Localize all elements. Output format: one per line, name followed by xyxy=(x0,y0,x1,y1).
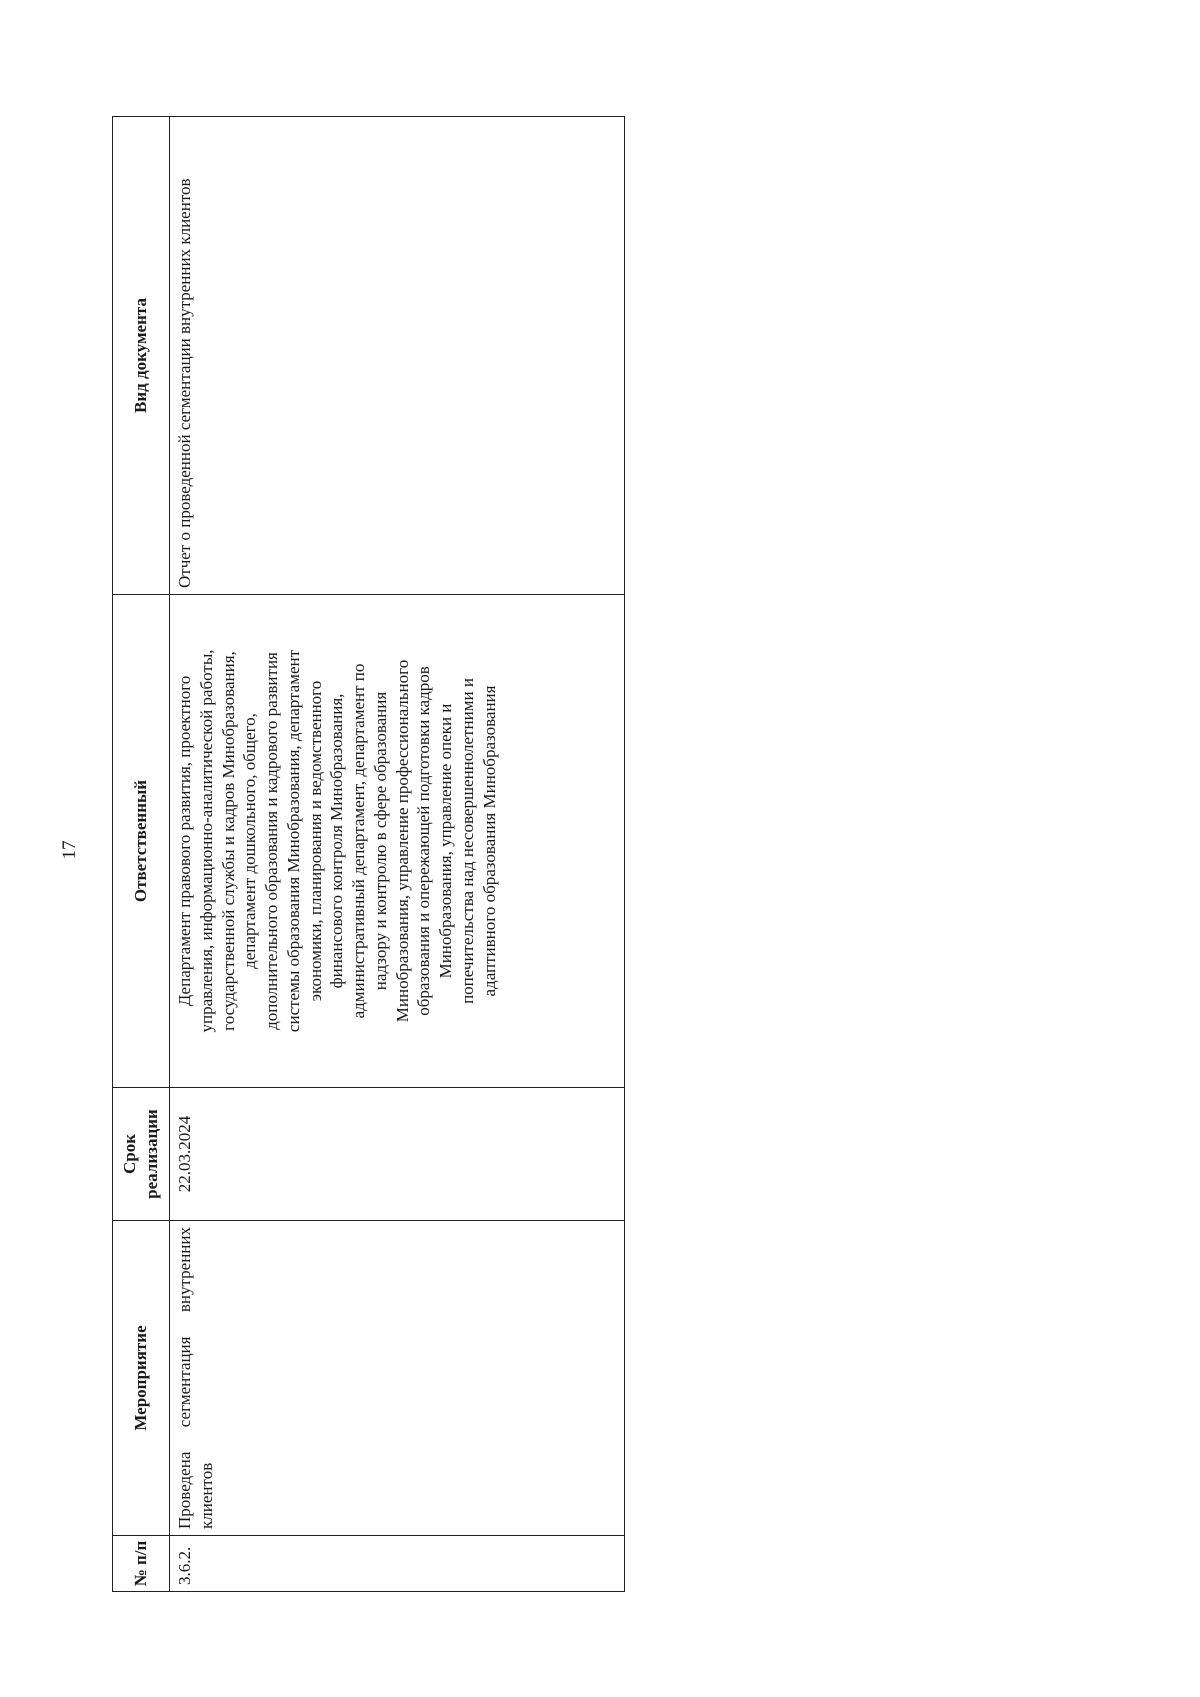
page-number: 17 xyxy=(59,840,80,860)
responsible-line: Департамент правового развития, проектного xyxy=(175,675,194,1007)
responsible-line: Минобразования, управление профессионального xyxy=(392,659,412,1023)
responsible-line: образования и опережающей подготовки кадров xyxy=(414,666,434,1016)
responsible-line: адаптивного образования Минобразования xyxy=(479,685,499,997)
responsible-line: финансового контроля Минобразования, xyxy=(327,693,347,989)
responsible-line: дополнительного образования и кадрового развития xyxy=(262,652,281,1030)
responsible-line: надзору и контролю в сфере образования xyxy=(370,691,390,991)
rotated-table-container xyxy=(112,117,625,1592)
header-doc-type: Вид документа xyxy=(113,117,170,595)
table-row xyxy=(170,117,625,1592)
responsible-line: управления, информационно-аналитической работы, xyxy=(196,649,216,1033)
responsible-line: экономики, планирования и ведомственного xyxy=(305,680,325,1002)
responsible-line: административный департамент, департамент по xyxy=(349,663,368,1019)
action-plan-table xyxy=(112,116,625,1592)
responsible-line: Минобразования, управление опеки и xyxy=(436,703,455,979)
row-event: Проведена сегментация внутренних клиентов xyxy=(170,1221,625,1536)
row-deadline: 22.03.2024 xyxy=(170,1088,625,1221)
table-header-row xyxy=(113,117,170,1592)
responsible-line: попечительства над несовершеннолетними и xyxy=(457,678,477,1004)
responsible-line: системы образования Минобразования, департамент xyxy=(283,649,303,1033)
responsible-line: департамент дошкольного, общего, xyxy=(240,713,260,969)
row-responsible xyxy=(170,595,625,1088)
header-num: № п/п xyxy=(113,1536,170,1592)
row-num: 3.6.2. xyxy=(170,1536,625,1592)
header-event: Мероприятие xyxy=(113,1221,170,1536)
responsible-line: государственной службы и кадров Минобразования, xyxy=(218,651,238,1031)
row-doc-type: Отчет о проведенной сегментации внутренних клиентов xyxy=(170,117,625,595)
header-deadline: Срок реализации xyxy=(113,1088,170,1221)
header-responsible: Ответственный xyxy=(113,595,170,1088)
